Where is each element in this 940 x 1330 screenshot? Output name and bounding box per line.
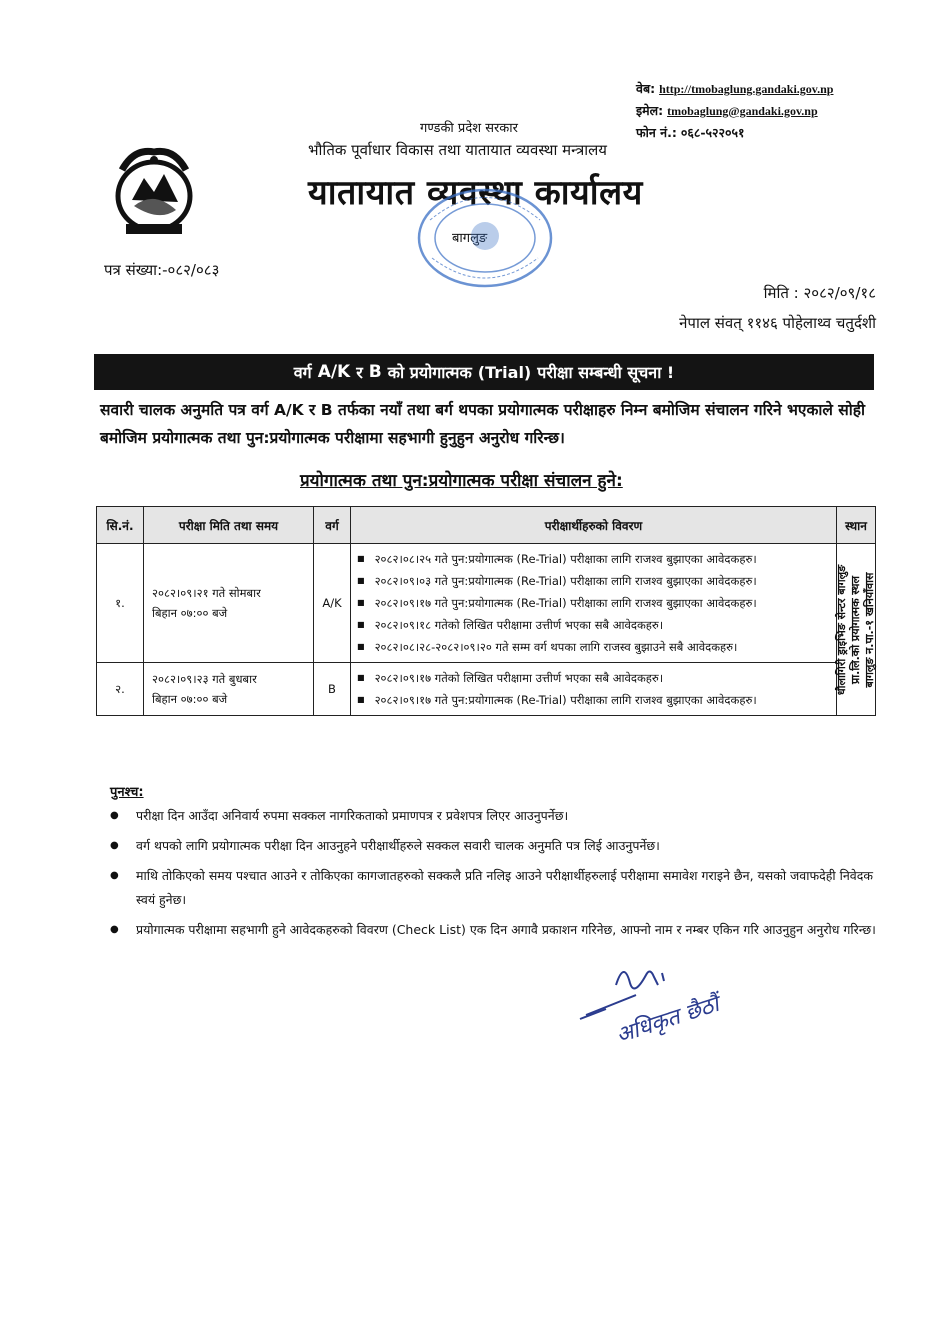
row-time: बिहान ०७:०० बजे bbox=[152, 606, 228, 620]
notes-list bbox=[104, 804, 879, 948]
row-date: २०८२।०९।२३ गते बुधबार bbox=[152, 672, 257, 686]
row-datetime bbox=[144, 663, 314, 716]
place-text bbox=[835, 564, 877, 694]
detail-item: ■ २०८२।०९।१७ गतेको लिखित परीक्षामा उत्तीर्ण भएका सबै आवेदकहरु। bbox=[357, 667, 830, 689]
detail-item: ■ २०८२।०९।१७ गते पुन:प्रयोगात्मक (Re-Trial) परीक्षाका लागि राजश्व बुझाएका आवेदकहरु। bbox=[357, 592, 830, 614]
detail-item: ■ २०८२।०९।१८ गतेको लिखित परीक्षामा उत्तीर्ण भएका सबै आवेदकहरु। bbox=[357, 614, 830, 636]
table-header-row bbox=[97, 507, 876, 544]
banner-part4: B bbox=[368, 362, 382, 382]
detail-item: ■ २०८२।०९।०३ गते पुन:प्रयोगात्मक (Re-Trial) परीक्षाका लागि राजश्व बुझाएका आवेदकहरु। bbox=[357, 570, 830, 592]
exam-schedule-table bbox=[96, 506, 876, 716]
detail-item: ■ २०८२।०८।२५ गते पुन:प्रयोगात्मक (Re-Trial) परीक्षाका लागि राजश्व बुझाएका आवेदकहरु। bbox=[357, 548, 830, 570]
detail-item: ■ २०८२।०८।२८-२०८२।०९।२० गते सम्म वर्ग थपका लागि राजस्व बुझाउने सबै आवेदकहरु। bbox=[357, 636, 830, 658]
banner-part3: र bbox=[356, 363, 363, 382]
reference-number: पत्र संख्या:-०८२/०८३ bbox=[104, 261, 220, 279]
row-time: बिहान ०७:०० बजे bbox=[152, 692, 228, 706]
banner-part1: वर्ग bbox=[293, 363, 312, 382]
ministry-name: भौतिक पूर्वाधार विकास तथा यातायात व्यवस्था मन्त्रालय bbox=[308, 141, 607, 159]
place-line1: धौलागिरी ड्राइभिङ सेन्टर बागलुङ bbox=[835, 564, 848, 695]
web-link[interactable]: http://tmobaglung.gandaki.gov.np bbox=[659, 82, 834, 96]
notice-title-banner bbox=[94, 354, 874, 390]
row-date: २०८२।०९।२१ गते सोमबार bbox=[152, 586, 261, 600]
banner-part6: (Trial) bbox=[477, 362, 532, 382]
place-cell bbox=[837, 544, 876, 716]
office-name: यातायात व्यवस्था कार्यालय bbox=[308, 173, 643, 213]
col-datetime: परीक्षा मिति तथा समय bbox=[144, 507, 314, 544]
banner-part2: A/K bbox=[317, 362, 351, 382]
table-row bbox=[97, 663, 876, 716]
government-name: गण्डकी प्रदेश सरकार bbox=[420, 121, 518, 136]
row-datetime bbox=[144, 544, 314, 663]
row-grade: B bbox=[314, 663, 351, 716]
phone-label: फोन नं.: bbox=[636, 125, 677, 140]
row-details bbox=[351, 663, 837, 716]
col-details: परीक्षार्थीहरुको विवरण bbox=[351, 507, 837, 544]
note-item: ● वर्ग थपको लागि प्रयोगात्मक परीक्षा दिन आउनुहने परीक्षार्थीहरुले सक्कल सवारी चालक अनुमति पत्र लिई आउनुपर्नेछ। bbox=[104, 834, 879, 858]
intro-paragraph: सवारी चालक अनुमति पत्र वर्ग A/K र B तर्फका नयाँ तथा बर्ग थपका प्रयोगात्मक परीक्षाहरु निम्न बमोजिम संचालन गरिने भएकाले सोही बमोजिम प्रयोगात्मक तथा पुन:प्रयोगात्मक परीक्षामा सहभागी हुनुहुन अनुरोध गरिन्छ। bbox=[100, 401, 866, 447]
email-label: इमेल: bbox=[636, 103, 664, 118]
note-item: ● प्रयोगात्मक परीक्षामा सहभागी हुने आवेदकहरुको विवरण (Check List) एक दिन अगावै प्रकाशन गरिनेछ, आफ्नो नाम र नम्बर एकिन गरि आउनुहुन अनुरोध गरिन्छ। bbox=[104, 918, 879, 942]
table-row bbox=[97, 544, 876, 663]
row-grade: A/K bbox=[314, 544, 351, 663]
place-line3: बागलुङ न.पा.-१ खनियाँवास bbox=[863, 572, 876, 687]
detail-item: ■ २०८२।०९।१७ गते पुन:प्रयोगात्मक (Re-Trial) परीक्षाका लागि राजश्व बुझाएका आवेदकहरु। bbox=[357, 689, 830, 711]
row-sn: १. bbox=[97, 544, 144, 663]
notes-heading: पुनश्च: bbox=[110, 785, 144, 800]
web-label: वेब: bbox=[636, 81, 656, 96]
contact-block bbox=[636, 78, 896, 144]
office-location: बागलुङ bbox=[452, 231, 488, 246]
banner-part5: को प्रयोगात्मक bbox=[387, 363, 472, 382]
date-nepal-sambat: नेपाल संवत् ११४६ पोहेलाथ्व चतुर्दशी bbox=[679, 314, 876, 332]
col-sn: सि.नं. bbox=[97, 507, 144, 544]
note-item: ● परीक्षा दिन आउँदा अनिवार्य रुपमा सक्कल नागरिकताको प्रमाणपत्र र प्रवेशपत्र लिएर आउनुपर्नेछ। bbox=[104, 804, 879, 828]
date-bs: मिति : २०८२/०९/१८ bbox=[763, 284, 876, 302]
banner-part7: परीक्षा सम्बन्धी सूचना ! bbox=[537, 363, 675, 382]
phone-value: ०६८-५२२०५१ bbox=[680, 125, 745, 140]
col-grade: वर्ग bbox=[314, 507, 351, 544]
note-item: ● माथि तोकिएको समय पश्चात आउने र तोकिएका कागजातहरुको सक्कलै प्रति नलिइ आउने परीक्षार्थीहरुलाई परीक्षामा समावेश गराइने छैन, यसको जवाफदेही निवेदक स्वयं हुनेछ। bbox=[104, 864, 879, 912]
office-stamp-icon bbox=[410, 180, 560, 295]
email-link[interactable]: tmobaglung@gandaki.gov.np bbox=[667, 104, 818, 118]
date-block bbox=[679, 278, 876, 338]
place-line2: प्रा.लि.को प्रयोगात्मक स्थल bbox=[849, 575, 862, 684]
row-details bbox=[351, 544, 837, 663]
schedule-heading: प्रयोगात्मक तथा पुन:प्रयोगात्मक परीक्षा संचालन हुने: bbox=[300, 471, 623, 491]
col-place: स्थान bbox=[837, 507, 876, 544]
signatory-title: अधिकृत छैठौं bbox=[613, 992, 723, 1049]
row-sn: २. bbox=[97, 663, 144, 716]
nepal-emblem-icon bbox=[104, 140, 204, 240]
